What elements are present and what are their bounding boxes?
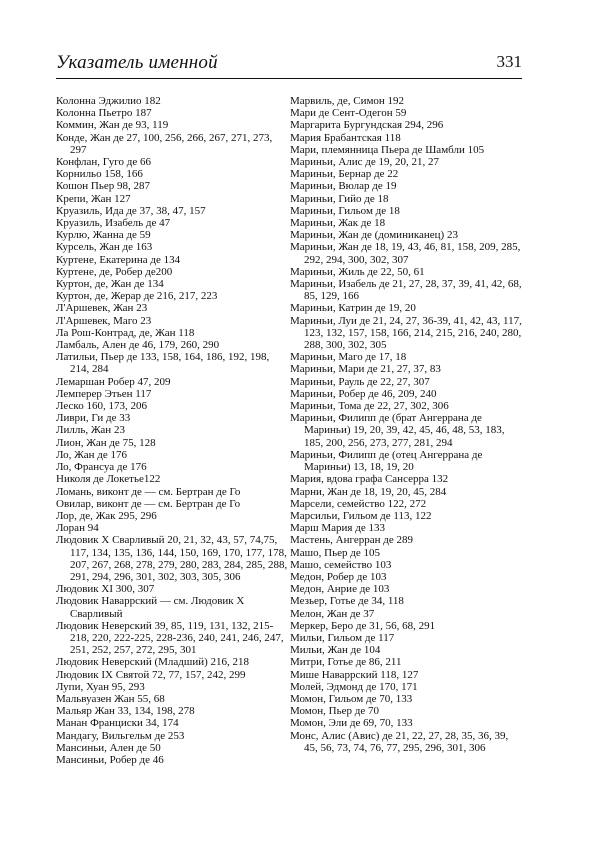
index-entry: Лемперер Этьен 117 <box>56 387 152 400</box>
index-entry: Колонна Эджилио 182 <box>56 95 161 107</box>
index-entry: Мансиньи, Ален де 50 <box>56 741 161 754</box>
index-entry: Людовик Неверский 39, 85, 119, 131, 132, 215-218, 220, 222-225, 228-236, 240, 241, 246, 247, 251, 252, 257, 272, 295, 301 <box>56 619 284 657</box>
index-entry: Кошон Пьер 98, 287 <box>56 180 150 193</box>
index-entry: Мариньи, Вюлар де 19 <box>290 180 397 193</box>
index-entry: Мальяр Жан 33, 134, 198, 278 <box>56 705 195 718</box>
index-entry: Мариньи, Изабель де 21, 27, 28, 37, 39, 41, 42, 68, 85, 129, 166 <box>290 278 522 303</box>
index-entry: Корнильо 158, 166 <box>56 168 143 181</box>
index-entry: Марсильи, Гильом де 113, 122 <box>290 509 432 522</box>
page-number: 331 <box>496 52 522 71</box>
index-entry: Маргарита Бургундская 294, 296 <box>290 119 444 132</box>
index-entry: Людовик Наваррский — см. Людовик X Сварливый <box>56 595 245 620</box>
index-entry: Мариньи, Катрин де 19, 20 <box>290 302 416 315</box>
index-entry: Мелон, Жан де 37 <box>290 607 375 620</box>
index-entry: Лоран 94 <box>56 522 99 535</box>
index-entry: Мише Наваррский 118, 127 <box>290 668 419 681</box>
index-entry: Мастень, Ангерран де 289 <box>290 534 413 547</box>
running-header <box>56 50 522 79</box>
index-entry: Машо, Пьер де 105 <box>290 546 380 559</box>
index-entry: Манан Франциски 34, 174 <box>56 717 179 730</box>
index-entry: Марни, Жан де 18, 19, 20, 45, 284 <box>290 485 447 498</box>
index-entry: Лупи, Хуан 95, 293 <box>56 680 145 693</box>
index-entry: Мильи, Гильом де 117 <box>290 631 395 644</box>
index-entry: Коммин, Жан де 93, 119 <box>56 119 169 132</box>
index-entry: Ло, Франсуа де 176 <box>56 461 147 474</box>
index-entry: Крепи, Жан 127 <box>56 192 131 205</box>
index-entry: Момон, Пьер де 70 <box>290 705 379 718</box>
index-entry: Курлю, Жанна де 59 <box>56 229 151 242</box>
index-entry: Людовик X Сварливый 20, 21, 32, 43, 57, 74,75, 117, 134, 135, 136, 144, 150, 169, 170, 177, 178, 207, 267, 268, 278, 279, 280, 283, 284, 285, 288, 291, 294, 296, 301, 302, 303, 305, 306 <box>56 534 288 583</box>
index-entry: Куртене, Екатерина де 134 <box>56 253 181 266</box>
index-entry: Мальвуазен Жан 55, 68 <box>56 692 165 705</box>
index-entry: Мандагу, Вильгельм де 253 <box>56 729 185 742</box>
index-entry: Людовик XI 300, 307 <box>56 583 155 596</box>
index-entry: Марвиль, де, Симон 192 <box>290 95 405 107</box>
index-entry: Мария Брабантская 118 <box>290 131 401 144</box>
index-entry: Людовик IX Святой 72, 77, 157, 242, 299 <box>56 668 246 681</box>
index-entry: Лион, Жан де 75, 128 <box>56 436 156 449</box>
index-entry: Мариньи, Филипп де (брат Ангеррана де Мариньи) 19, 20, 39, 42, 45, 46, 48, 53, 183, 185, 200, 256, 273, 277, 281, 294 <box>290 412 505 449</box>
index-entry: Мариньи, Филипп де (отец Ангеррана де Мариньи) 13, 18, 19, 20 <box>290 448 483 474</box>
index-entry: Ла Рош-Контрад, де, Жан 118 <box>56 326 195 339</box>
index-entry: Мари де Сент-Одегон 59 <box>290 107 407 120</box>
index-entry: Овилар, виконт де — см. Бертран де Го <box>56 497 241 510</box>
index-entry: Ламбаль, Ален де 46, 179, 260, 290 <box>56 339 220 352</box>
index-entry: Момон, Эли де 69, 70, 133 <box>290 717 413 730</box>
index-entry: Мариньи, Жиль де 22, 50, 61 <box>290 265 425 278</box>
right-index-column <box>290 95 522 754</box>
index-entry: Машо, семейство 103 <box>290 558 392 571</box>
index-entry: Лор, де, Жак 295, 296 <box>56 509 157 522</box>
index-entry: Круазиль, Изабель де 47 <box>56 217 171 230</box>
index-entry: Куртон, де, Жерар де 216, 217, 223 <box>56 290 218 303</box>
index-entry: Ломань, виконт де — см. Бертран де Го <box>56 485 241 498</box>
index-entry: Медон, Робер де 103 <box>290 570 387 583</box>
index-entry: Лилль, Жан 23 <box>56 424 125 437</box>
index-entry: Ливри, Ги де 33 <box>56 412 131 425</box>
index-entry: Латильи, Пьер де 133, 158, 164, 186, 192, 198, 214, 284 <box>56 351 270 376</box>
index-entry: Мариньи, Гийо де 18 <box>290 192 389 205</box>
index-entry: Меркер, Беро де 31, 56, 68, 291 <box>290 619 436 632</box>
index-entry: Молей, Эдмонд де 170, 171 <box>290 680 418 693</box>
index-entry: Мария, вдова графа Сансерра 132 <box>290 473 449 486</box>
index-entry: Момон, Гильом де 70, 133 <box>290 692 413 705</box>
index-entry: Мариньи, Гильом де 18 <box>290 204 400 217</box>
index-entry: Мариньи, Бернар де 22 <box>290 168 399 181</box>
index-entry: Лемаршан Робер 47, 209 <box>56 375 171 388</box>
index-entry: Марсели, семейство 122, 272 <box>290 497 427 510</box>
index-entry: Ло, Жан де 176 <box>56 448 128 461</box>
index-entry: Мари, племянница Пьера де Шамбли 105 <box>290 143 485 156</box>
index-entry: Монс, Алис (Авис) де 21, 22, 27, 28, 35, 36, 39, 45, 56, 73, 74, 76, 77, 295, 296, 301, 306 <box>290 729 509 754</box>
index-entry: Леско 160, 173, 206 <box>56 400 147 413</box>
index-entry: Марш Мария де 133 <box>290 522 385 535</box>
index-entry: Мезьер, Готье де 34, 118 <box>290 595 404 608</box>
running-title: Указатель именной <box>56 52 218 73</box>
index-entry: Круазиль, Ида де 37, 38, 47, 157 <box>56 204 206 217</box>
index-entry: Мариньи, Луи де 21, 24, 27, 36-39, 41, 42, 43, 117, 123, 132, 157, 158, 166, 214, 215, 216, 240, 280, 288, 300, 302, 305 <box>290 314 522 352</box>
index-entry: Людовик Неверский (Младший) 216, 218 <box>56 656 250 669</box>
index-entry: Медон, Анрие де 103 <box>290 583 390 596</box>
index-entry: Мариньи, Маго де 17, 18 <box>290 351 407 364</box>
index-entry: Л'Аршевек, Маго 23 <box>56 314 152 327</box>
index-entry: Мариньи, Жан де (доминиканец) 23 <box>290 229 458 242</box>
index-entry: Мариньи, Робер де 46, 209, 240 <box>290 387 437 400</box>
index-entry: Конде, Жан де 27, 100, 256, 266, 267, 271, 273, 297 <box>56 131 273 156</box>
index-entry: Мариньи, Тома де 22, 27, 302, 306 <box>290 400 449 413</box>
index-entry: Курсель, Жан де 163 <box>56 241 153 254</box>
left-index-column <box>56 95 288 766</box>
index-entry: Мариньи, Жан де 18, 19, 43, 46, 81, 158, 209, 285, 292, 294, 300, 302, 307 <box>290 241 521 266</box>
index-entry: Колонна Пьетро 187 <box>56 107 152 120</box>
index-entry: Л'Аршевек, Жан 23 <box>56 302 148 315</box>
index-entry: Мансиньи, Робер де 46 <box>56 753 164 766</box>
index-entry: Мариньи, Рауль де 22, 27, 307 <box>290 375 430 388</box>
index-entry: Мариньи, Мари де 21, 27, 37, 83 <box>290 363 441 376</box>
index-entry: Мариньи, Алис де 19, 20, 21, 27 <box>290 156 440 169</box>
index-entry: Конфлан, Гуго де 66 <box>56 156 151 169</box>
index-entry: Николя де Локетье122 <box>56 473 161 486</box>
index-entry: Куртене, де, Робер де200 <box>56 265 173 278</box>
index-entry: Мариньи, Жак де 18 <box>290 217 386 230</box>
index-entry: Куртон, де, Жан де 134 <box>56 278 164 291</box>
index-entry: Мильи, Жан де 104 <box>290 644 381 657</box>
index-entry: Митри, Готье де 86, 211 <box>290 656 402 669</box>
